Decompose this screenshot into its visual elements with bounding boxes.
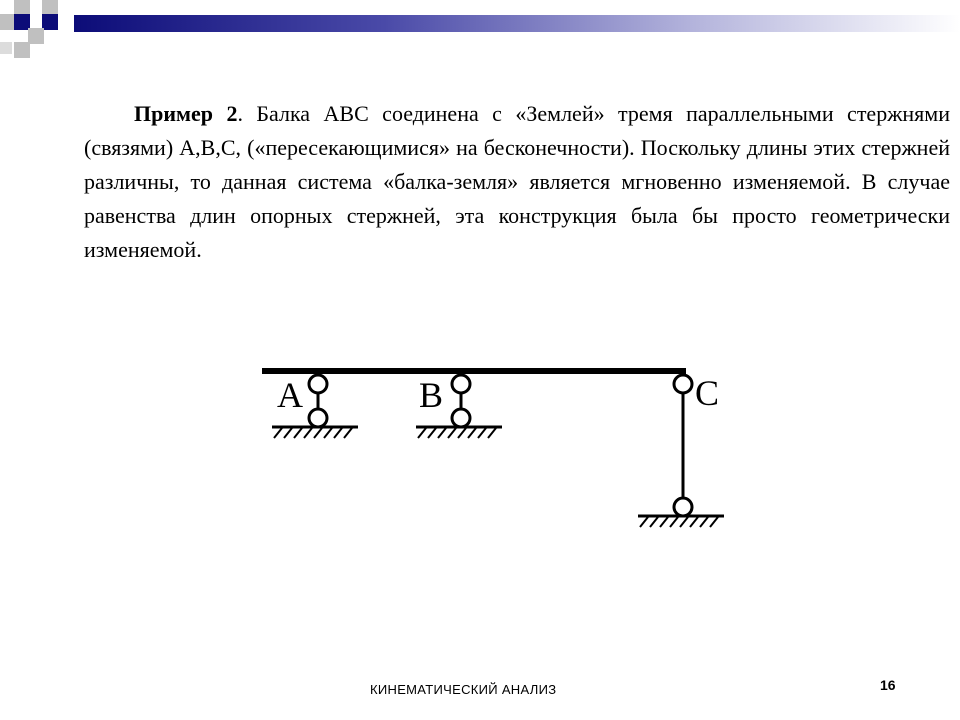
- example-heading: Пример 2: [134, 101, 238, 126]
- slide-number: 16: [880, 677, 896, 693]
- hinge-c-bottom: [674, 498, 692, 516]
- hinge-a-bottom: [309, 409, 327, 427]
- hinge-b-bottom: [452, 409, 470, 427]
- label-c: C: [695, 373, 720, 413]
- ground-a-hatch: [274, 428, 352, 438]
- footer-label: КИНЕМАТИЧЕСКИЙ АНАЛИЗ: [370, 682, 557, 697]
- hinge-a-top: [309, 375, 327, 393]
- label-a: A: [277, 375, 303, 415]
- label-b: B: [419, 375, 444, 415]
- hinge-c-top: [674, 375, 692, 393]
- ground-c-hatch: [640, 517, 718, 527]
- ground-b-hatch: [418, 428, 496, 438]
- hinge-b-top: [452, 375, 470, 393]
- example-body: . Балка АВС соединена с «Землей» тремя параллельными стержнями (связями) А,В,С, («пересекающимися» на бесконечности). Поскольку длины этих стержней различны, то данная система «балка-земля» является мгновенно изменяемой. В случае равенства длин опорных стержней, эта конструкция была бы просто геометрически изменяемой.: [84, 101, 950, 262]
